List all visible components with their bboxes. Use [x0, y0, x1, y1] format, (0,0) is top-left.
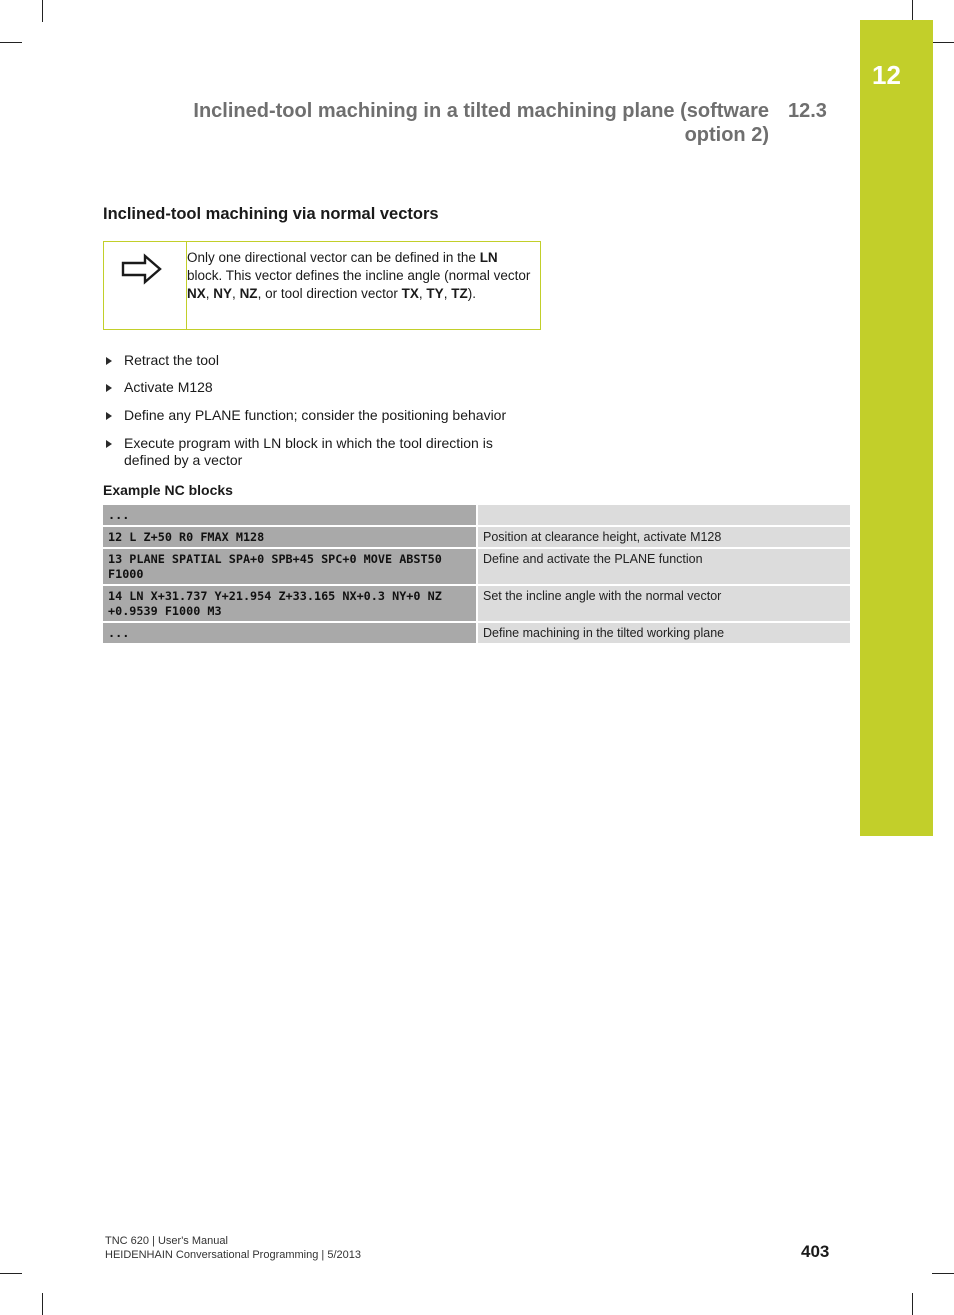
running-header-title	[129, 99, 769, 147]
arrow-right-icon	[121, 253, 163, 290]
running-header-line: Inclined-tool machining in a tilted machining plane (software	[193, 100, 769, 122]
section-heading: Inclined-tool machining via normal vectors	[103, 205, 439, 223]
chapter-tab	[860, 20, 933, 836]
note-keyword: NY	[213, 286, 233, 301]
triangle-bullet-icon	[106, 412, 112, 420]
nc-description-cell: Define machining in the tilted working plane	[478, 623, 850, 645]
section-number: 12.3	[788, 100, 827, 122]
crop-mark	[42, 1293, 43, 1315]
page-number: 403	[801, 1242, 830, 1261]
nc-code-cell: ...	[103, 505, 478, 527]
note-keyword: TZ	[451, 286, 468, 301]
note-keyword: NX	[187, 286, 206, 301]
step-text: Define any PLANE function; consider the positioning behavior	[124, 407, 507, 423]
crop-mark	[0, 1273, 22, 1274]
crop-mark	[912, 1293, 913, 1315]
crop-mark	[932, 1273, 954, 1274]
nc-description-cell: Define and activate the PLANE function	[478, 549, 850, 586]
footer-line: HEIDENHAIN Conversational Programming | 5/2013	[105, 1249, 361, 1261]
example-heading: Example NC blocks	[103, 482, 233, 498]
table-row	[103, 527, 850, 549]
note-box	[103, 241, 541, 330]
step-text: Execute program with LN block in which the tool direction is defined by a vector	[124, 435, 493, 468]
nc-code-cell: 13 PLANE SPATIAL SPA+0 SPB+45 SPC+0 MOVE ABST50 F1000	[103, 549, 478, 586]
footer-text	[105, 1234, 361, 1262]
step-text: Activate M128	[124, 379, 213, 395]
note-text	[187, 249, 532, 303]
triangle-bullet-icon	[106, 440, 112, 448]
nc-description-cell	[478, 505, 850, 527]
list-item	[105, 407, 545, 424]
triangle-bullet-icon	[106, 357, 112, 365]
triangle-bullet-icon	[106, 384, 112, 392]
note-keyword: NZ	[239, 286, 258, 301]
note-text-run: , or tool direction vector	[257, 286, 402, 301]
table-row	[103, 586, 850, 623]
nc-code-cell: 14 LN X+31.737 Y+21.954 Z+33.165 NX+0.3 NY+0 NZ +0.9539 F1000 M3	[103, 586, 478, 623]
note-text-run: ,	[232, 286, 240, 301]
note-text-run: ,	[205, 286, 214, 301]
note-text-run: Only one directional vector can be defined in the	[187, 250, 480, 265]
table-row	[103, 505, 850, 527]
step-text: Retract the tool	[124, 352, 219, 368]
crop-mark	[912, 0, 913, 22]
nc-description-cell: Set the incline angle with the normal vector	[478, 586, 850, 623]
footer-line: TNC 620 | User's Manual	[105, 1235, 228, 1247]
step-list	[105, 352, 545, 469]
note-keyword: LN	[479, 250, 498, 265]
list-item	[105, 379, 545, 396]
crop-mark	[932, 42, 954, 43]
crop-mark	[42, 0, 43, 22]
running-header-line: option 2)	[684, 124, 769, 146]
table-row	[103, 623, 850, 645]
nc-code-cell: 12 L Z+50 R0 FMAX M128	[103, 527, 478, 549]
note-text-run: ,	[443, 286, 452, 301]
note-keyword: TX	[401, 286, 419, 301]
note-text-run: ,	[418, 286, 427, 301]
list-item	[105, 352, 545, 369]
nc-description-cell: Position at clearance height, activate M128	[478, 527, 850, 549]
note-keyword: TY	[426, 286, 444, 301]
note-text-run: ).	[467, 286, 476, 301]
crop-mark	[0, 42, 22, 43]
table-row	[103, 549, 850, 586]
list-item	[105, 435, 524, 469]
chapter-number: 12	[872, 60, 901, 90]
nc-blocks-table	[103, 505, 850, 645]
note-text-run: block. This vector defines the incline angle (normal vector	[187, 268, 531, 283]
nc-code-cell: ...	[103, 623, 478, 645]
